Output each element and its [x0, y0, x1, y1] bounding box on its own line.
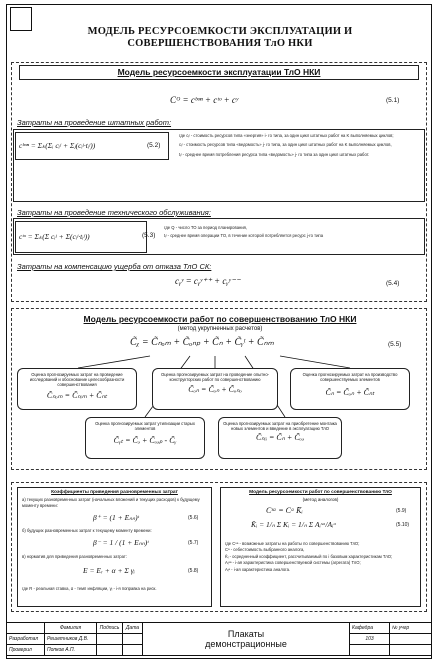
- estimate-text: Оценка прогнозируемых затрат утилизации старых элементов: [95, 421, 195, 432]
- coef-item: б) будущих разновременных затрат к текущему моменту времени:: [22, 528, 152, 533]
- formula-5-7: β⁻ = 1 / (1 + Eₙₙ)ᵗ: [93, 538, 149, 547]
- stamp-dept-label: Кафедра: [350, 623, 390, 634]
- eq-num-5-4: (5.4): [386, 280, 400, 287]
- formula-5-8: E = Eᵣ + α + Σ γᵢ: [83, 566, 135, 575]
- formula-5-2: cᵇᵒⁿ = Σₖ(Σᵢ cᵢʲ + Σⱼ(cᵢʲ·tᵢʲ)): [19, 141, 96, 150]
- doc-name-line-2: демонстрационные: [205, 639, 287, 649]
- section-improvement-heading: Модель ресурсоемкости работ по совершенствованию ТлО НКИ: [83, 314, 357, 324]
- corner-mark: [10, 7, 32, 31]
- analog-model-box: [220, 487, 421, 607]
- stamp-cell: [97, 634, 123, 645]
- doc-name-line-1: Плакаты: [227, 629, 265, 639]
- stamp-row2-label: Проверил: [7, 645, 45, 656]
- stamp-dept-value: 103: [350, 634, 390, 645]
- stamp-document-name: [143, 623, 350, 656]
- estimate-text: Оценка прогнозируемых затрат на проведение опытно-конструкторских работ по совершенствованию: [160, 372, 270, 383]
- stamp-acc-label: № учгр: [390, 623, 432, 634]
- stamp-col-sign: Подпись: [97, 623, 123, 634]
- formula-5-2-box: [15, 132, 169, 160]
- desc-5-3-line: tᵢʲ - среднее время операции ТО, в течение которой потребляется ресурс j-го типа: [164, 233, 324, 239]
- formula-5-4: cᵧʸ = cᵧʸ⁺⁺ + cᵧʸ⁻⁻: [175, 276, 241, 286]
- section-operation-heading: Модель ресурсоемкости эксплуатации ТлО НКИ: [117, 67, 321, 77]
- stamp-cell: [350, 645, 390, 656]
- formula-5-9: Cˢᵃ = Cᵃ K̄ᵢ: [266, 506, 303, 515]
- eq-num-5-1: (5.1): [386, 97, 400, 104]
- formula-5-6: β⁺ = (1 + Eₙₙ)ᵗ: [93, 513, 139, 522]
- eq-num-5-7: (5.7): [188, 540, 199, 546]
- analog-model-subtitle: (метод аналогов): [302, 497, 339, 502]
- stamp-cell: [390, 634, 432, 645]
- estimate-formula: C̃ₒₙ = C̃ₒₙ + C̃ₒₙₒ: [188, 385, 242, 395]
- analog-desc-line: Cᵃ - себестоимость выбранного аналога,: [225, 547, 305, 553]
- desc-5-2-line: cᵢʲ - стоимость ресурсов типа «ведомость» j- го типа, за один цикл штатных работ на K выполняемых циклов,: [179, 142, 392, 148]
- formula-5-3-box: [15, 221, 147, 253]
- estimate-box-production: [290, 368, 410, 410]
- section-improvement-subheading: (метод укрупненных расчетов): [177, 326, 263, 332]
- formula-5-3-description: [164, 225, 419, 240]
- document-title: [40, 26, 400, 50]
- coefficients-box: [17, 487, 212, 607]
- analog-desc-line: Aᵢˢᵃ - i-ая характеристика совершенствуемой системы (агрегата) ТлО;: [225, 560, 361, 566]
- formula-5-2-description: [179, 133, 419, 158]
- stamp-cell: [390, 645, 432, 656]
- eq-num-5-8: (5.8): [188, 568, 199, 574]
- estimate-text: Оценка прогнозируемых затрат на производство совершенствуемых элементов: [302, 372, 398, 383]
- analog-model-title: Модель ресурсоемкости работ по совершенствованию ТлО: [249, 490, 392, 495]
- label-maintenance-costs: Затраты на проведение технического обслуживания:: [17, 208, 211, 217]
- formula-5-3: cᵗᵒ = Σₖ(Σ cᵢʲ + Σ(cᵢʲ·tᵢʲ)): [19, 232, 90, 241]
- analog-desc-line: K̄ᵢ - осредненный коэффициент, рассчитываемый по i базовым характеристикам ТлО;: [225, 553, 393, 559]
- stamp-cell: [123, 634, 143, 645]
- eq-num-5-2: (5.2): [147, 142, 161, 149]
- stamp-cell: [123, 645, 143, 656]
- estimate-formula: C̃ₙₒₘ = C̃ₙᵢₘ + C̃ₙₜ: [46, 390, 108, 400]
- estimate-formula: C̃ₙ = C̃ₒₙ + C̃ₙₜ: [325, 388, 375, 398]
- title-block: [6, 622, 432, 656]
- analog-desc-line: Aᵢᵃ - i-ая характеристика аналога.: [225, 566, 291, 572]
- stamp-row1-name: Решетников Д.В.: [45, 634, 97, 645]
- stamp-row1-label: Разработал: [7, 634, 45, 645]
- desc-5-3-line: где Q - число ТО за период планирования,: [164, 225, 248, 230]
- estimate-box-design: [152, 368, 278, 410]
- stamp-cell: [7, 623, 45, 634]
- estimate-formula: C̃ᵧₜ = C̃ₔ + C̃ₒₔₚ - C̃ᵧ: [113, 436, 177, 446]
- coef-item: а) текущих разновременных затрат (начальных вложений и текущих расходов) к будущему моменту времени:: [22, 497, 200, 509]
- estimate-text: Оценка прогнозируемых затрат на приобретение монтажа новых элементов и введение в эксплуатацию ТлО: [223, 421, 337, 432]
- formula-5-1: Cᴼ = cᵇᵒⁿ + cᵗᵒ + cʸ: [170, 95, 239, 105]
- analog-description: [225, 541, 418, 573]
- eq-num-5-3: (5.3): [142, 232, 156, 239]
- stamp-row2-name: Попков А.П.: [45, 645, 97, 656]
- desc-5-2-line: tᵢʲ - среднее время потребления ресурса типа «ведомость» j- го типа за один цикл штатных работ.: [179, 151, 370, 157]
- estimate-text: Оценка прогнозируемых затрат на проведение исследований и обоснование целесообразности совершенствования: [29, 372, 125, 388]
- title-line-1: МОДЕЛЬ РЕСУРСОЕМКОСТИ ЭКСПЛУАТАЦИИ И: [87, 26, 353, 37]
- label-damage-costs: Затраты на компенсацию ущерба от отказа ТлО СК:: [17, 262, 212, 271]
- title-line-2: СОВЕРШЕНСТВОВАНИЯ ТлО НКИ: [127, 38, 313, 49]
- desc-5-2-line: где cᵢʲ - стоимость ресурсов типа «энергия» i- го типа, за один цикл штатных работ на K выполняемых циклов;: [179, 133, 394, 138]
- estimate-box-research: [17, 368, 137, 410]
- label-regular-costs: Затраты на проведение штатных работ:: [17, 118, 172, 127]
- eq-num-5-5: (5.5): [388, 341, 402, 348]
- eq-num-5-10: (5.10): [396, 522, 410, 528]
- eq-num-5-9: (5.9): [396, 508, 407, 514]
- estimate-box-disposal: [85, 417, 205, 459]
- stamp-cell: [97, 645, 123, 656]
- regular-costs-box: [13, 129, 425, 202]
- eq-num-5-6: (5.6): [188, 515, 199, 521]
- coef-item: в) норматив для приведения разновременных затрат:: [22, 554, 127, 559]
- estimate-formula: C̃ₙᵢᵢ = C̃ₙ + C̃ₒₔ: [255, 433, 305, 443]
- analog-desc-line: где Cˢᵃ - возможные затраты на работы по совершенствованию ТлО;: [225, 541, 360, 546]
- stamp-col-date: Дата: [123, 623, 143, 634]
- coef-note: где R - реальная ставка, α - темп инфляции, γᵢ - i-я поправка на риск.: [22, 586, 157, 591]
- formula-5-5: C̃ᵪ = C̃ₙₒₘ + C̃ₒₙₚ + C̃ₙ + C̃ᵧᵗ + C̃ₙₘ: [130, 337, 274, 348]
- section-operation-heading-box: [19, 65, 419, 80]
- stamp-col-surname: Фамилия: [45, 623, 97, 634]
- coefficients-title: Коэффициенты приведения разновременных затрат: [51, 490, 178, 495]
- estimate-box-installation: [218, 417, 342, 459]
- maintenance-costs-box: [13, 218, 425, 255]
- formula-5-10: K̄ᵢ = 1/ₙ Σ Kᵢ = 1/ₙ Σ Aᵢˢᵃ/Aᵢᵃ: [251, 520, 337, 529]
